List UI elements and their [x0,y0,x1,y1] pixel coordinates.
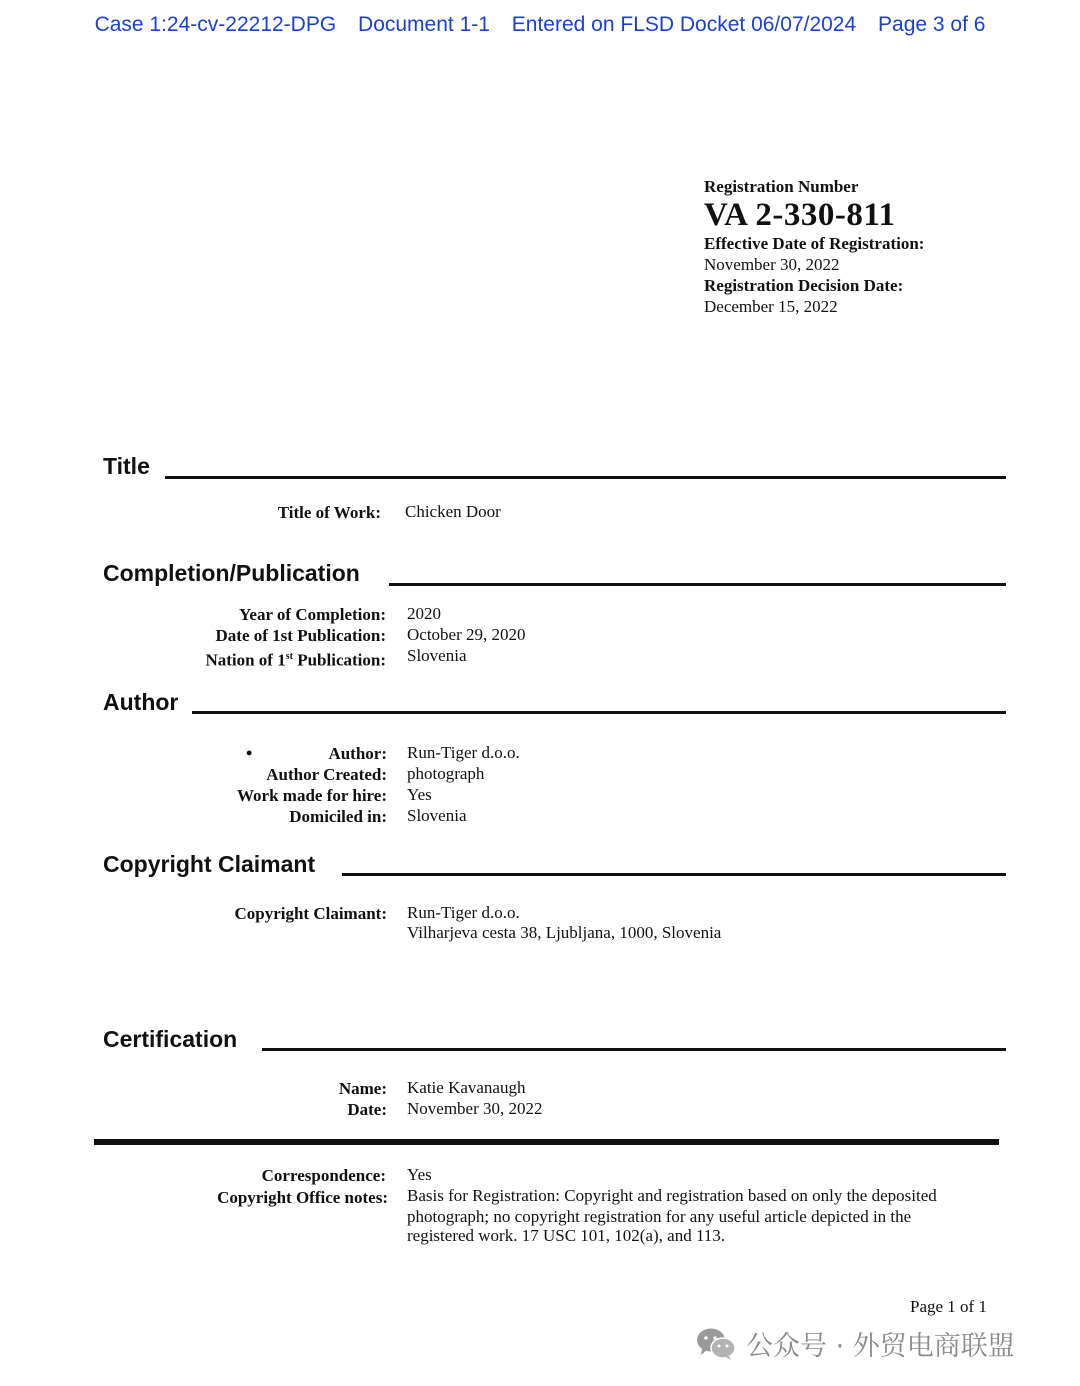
wechat-icon [696,1327,736,1361]
registration-number: VA 2-330-811 [704,197,896,233]
title-of-work-value: Chicken Door [405,502,501,521]
claimant-heading: Copyright Claimant [103,851,316,877]
docket-page: Page 3 of 6 [878,13,986,36]
copyright-claimant-address: Vilharjeva cesta 38, Ljubljana, 1000, Slovenia [407,923,722,942]
correspondence-label: Correspondence: [261,1166,386,1185]
page-footer: Page 1 of 1 [910,1297,987,1316]
docket-header [0,13,1080,37]
certification-name-label: Name: [338,1079,387,1098]
registration-block [704,176,924,317]
completion-rule [389,583,1006,586]
case-number: Case 1:24-cv-22212-DPG [94,13,337,36]
decision-date-label: Registration Decision Date: [704,276,904,295]
watermark [696,1324,1015,1363]
work-made-for-hire-value: Yes [407,785,432,804]
author-created-label: Author Created: [266,765,387,784]
correspondence-value: Yes [407,1165,432,1184]
year-of-completion-value: 2020 [407,604,441,623]
watermark-text: 公众号 · 外贸电商联盟 [746,1331,1015,1362]
office-notes-label: Copyright Office notes: [217,1188,388,1207]
decision-date: December 15, 2022 [704,297,838,316]
author-rule [192,711,1006,714]
copyright-claimant-name: Run-Tiger d.o.o. [407,903,520,922]
docket-entry: Entered on FLSD Docket 06/07/2024 [511,13,857,36]
document-number: Document 1-1 [358,13,490,36]
certification-name-value: Katie Kavanaugh [407,1078,526,1097]
copyright-claimant-label: Copyright Claimant: [234,904,387,923]
author-created-value: photograph [407,764,485,783]
author-value: Run-Tiger d.o.o. [407,743,520,762]
author-bullet: • [246,743,253,763]
section-divider [94,1139,999,1145]
domiciled-value: Slovenia [407,806,467,825]
certification-heading: Certification [103,1026,238,1052]
first-publication-date-value: October 29, 2020 [407,625,526,644]
certification-date-value: November 30, 2022 [407,1099,543,1118]
certification-rule [262,1048,1006,1051]
effective-date-label: Effective Date of Registration: [704,234,925,253]
title-rule [165,476,1006,479]
office-notes-line-2: photograph; no copyright registration for any useful article depicted in the [407,1207,912,1226]
office-notes-line-3: registered work. 17 USC 101, 102(a), and 113. [407,1226,726,1245]
title-of-work-label: Title of Work: [277,503,381,522]
domiciled-label: Domiciled in: [289,807,387,826]
year-of-completion-label: Year of Completion: [239,605,386,624]
first-publication-date-label: Date of 1st Publication: [215,626,386,645]
effective-date: November 30, 2022 [704,255,840,274]
office-notes-line-1: Basis for Registration: Copyright and registration based on only the deposited [407,1186,937,1205]
title-heading: Title [103,453,150,479]
nation-of-publication-label: Nation of 1st Publication: [205,650,386,670]
work-made-for-hire-label: Work made for hire: [237,786,387,805]
completion-heading: Completion/Publication [103,560,360,586]
author-heading: Author [103,689,179,715]
certification-date-label: Date: [347,1100,387,1119]
nation-of-publication-value: Slovenia [407,646,467,665]
registration-number-label: Registration Number [704,177,859,196]
author-label: Author: [328,744,387,763]
claimant-rule [342,873,1006,876]
